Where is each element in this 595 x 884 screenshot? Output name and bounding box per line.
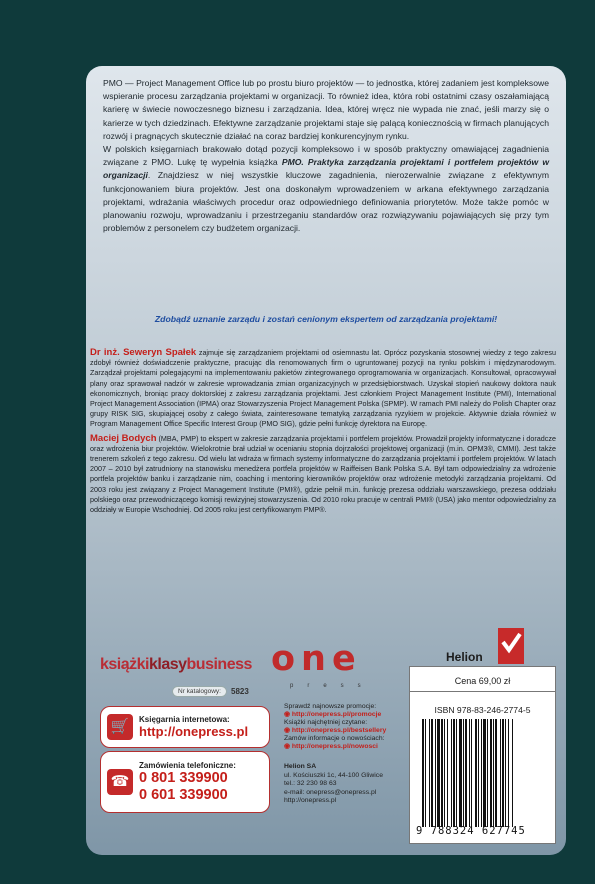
publisher-email: e-mail: onepress@onepress.pl [284,788,377,796]
publisher-links [284,703,386,751]
publisher-address [284,763,383,806]
online-shop-box[interactable] [100,706,270,748]
publisher-street: ul. Kościuszki 1c, 44-100 Gliwice [284,771,383,779]
author-bio-1 [90,348,556,430]
shop-url[interactable]: http://onepress.pl [139,724,249,739]
helion-logo [446,644,530,666]
description-paragraph-2 [103,143,549,235]
barcode [420,719,545,827]
bestseller-link[interactable]: ◉ http://onepress.pl/bestsellery [284,727,387,734]
series-part-1: książki [100,656,149,673]
promo-link[interactable]: ◉ http://onepress.pl/promocje [284,711,382,718]
author-bios [90,348,556,519]
catalog-label: Nr katalogowy: [172,686,227,697]
shop-label: Księgarnia internetowa: [139,715,230,724]
publisher-name: Helion SA [284,763,317,770]
author-bio-2 [90,434,556,516]
author-name-2: Maciej Bodych [90,432,157,444]
publisher-tel: tel.: 32 230 98 63 [284,780,337,787]
phone-icon: ☎ [107,769,133,795]
description-p2-end: . Znajdziesz w niej wszystkie kluczowe zagadnienia, nierozerwalnie związane z efektywnym funkcjonowaniem biura projektów. Jest ona doskonałym wprowadzeniem w arkana efektywnego zarządzania projektami, wdrażania właściwych procedur oraz odpowiedniego definiowania priorytetów. Może także pomóc w planowaniu rozwoju, wprowadzaniu i przestrzeganiu standardów oraz rozwiązywaniu pojawiających się przy tym problemów z personelem czy budżetem organizacji. [103,170,549,234]
phone-number-2: 0 601 339900 [139,786,228,803]
series-part-2: klasy [148,656,187,673]
publisher-logo: one [271,639,362,679]
isbn-text: ISBN 978-83-246-2774-5 [434,705,531,715]
description-p2-start: W polskich księgarniach brakowało dotąd pozycji kompleksowo i w sposób praktyczny omawiającej zagadnienia związane z PMO. Lukę tę wypełnia książka [103,144,549,168]
book-title: PMO. Praktyka zarządzania projektami i portfelem projektów w organizacji [103,157,549,181]
barcode-digits: 9 788324 627745 [416,825,526,837]
phone-number-1: 0 801 339900 [139,769,228,786]
publisher-url: http://onepress.pl [284,797,337,804]
news-label: Zamów informacje o nowościach: [284,735,385,742]
series-part-3: business [186,656,252,673]
price-text: Cena 69,00 zł [410,676,555,692]
description-paragraph-1: PMO — Project Management Office lub po prostu biuro projektów — to jednostka, której zadaniem jest kompleksowe wspieranie procesu zarządzania projektami w organizacji. To również idea, która robi ostatnimi czasy oszałamiającą karierę w świecie nowoczesnego biznesu i zarządzania. Idea, której wręcz nie wypada nie znać, jeśli marzy się o karierze w tych dziedzinach. Efektywne zarządzanie projektami staje się palącą koniecznością w firmach planujących rozwój i pragnących skutecznie działać na coraz bardziej konkurencyjnym rynku. [103,78,549,141]
news-link[interactable]: ◉ http://onepress.pl/nowosci [284,743,378,750]
helion-mark-icon [498,628,524,664]
series-logo [100,656,252,674]
publisher-logo-sub: press [290,683,375,689]
bestseller-label: Książki najchętniej czytane: [284,719,368,726]
promo-label: Sprawdź najnowsze promocje: [284,703,377,710]
catalog-code: 5823 [231,687,249,696]
catalog-number [172,686,249,697]
phone-orders-box [100,751,270,813]
price-barcode-box [409,666,556,844]
book-description [103,77,549,235]
phone-label: Zamówienia telefoniczne: [139,760,236,770]
slogan: Zdobądź uznanie zarządu i zostań cenionym ekspertem od zarządzania projektami! [154,314,498,324]
cart-icon: 🛒 [107,714,133,740]
back-cover-panel [86,66,566,855]
helion-wordmark: Helion [446,650,483,664]
author-text-1: zajmuje się zarządzaniem projektami od osiemnastu lat. Oprócz pozyskania stosownej wiedzy z tego zakresu zdobył również doświadczenie praktyczne, pracując dla renomowanych firm o ugruntowanej pozycji na rynku polskim i międzynarodowym. Zarządzał projektami polegającymi na implementowaniu pakietów zintegrowanego oprogramowania w organizacjach. Konsultował, opracowywał plany oraz sprawował nadzór w zakresie wprowadzania zmian organizacyjnych w przedsiębiorstwach. Uzyskał stopień naukowy doktora nauk ekonomicznych, broniąc pracy doktorskiej z zakresu zarządzania projektami. Jest członkiem Project Management Institute (PMI), International Project Management Association (IPMA) oraz Stowarzyszenia Project Management Polska (SPMP). W ramach PMI należy do Polish Chapter oraz grupy RISK SIG, skupiającej osoby z całego świata, zainteresowane tematyką zarządzania ryzykiem w projekcie. Aktywnie działa również w Program Management Office Specific Interest Group (PMO SIG), gdzie pełni funkcję dyrektora na Europę. [90,348,557,429]
author-text-2: (MBA, PMP) to ekspert w zakresie zarządzania projektami i portfelem projektów. Prowadził projekty informatyczne i doradcze oraz wdrożenia biur projektów. Wielokrotnie brał udział w ocenianiu stopnia dojrzałości projektowej organizacji (m.in. OPM3®, CMMI). Jest także trenerem szkoleń z tego zakresu. Od wielu lat wdraża w firmach systemy informatyczne do zarządzania projektami i portfelem projektów. W latach 2007 – 2010 był zatrudniony na stanowisku menedżera portfela projektów w Raiffeisen Bank Polska S.A. Był tam odpowiedzialny za wdrożenie portfela projektów banku i zarządzanie nim, coaching i mentoring kierowników projektów oraz wdrożenie metodyki zarządzania projektami. Od 2003 roku jest związany z Project Management Institute (PMI®), gdzie pełnił m.in. funkcję prezesa oddziału warszawskiego, prezesa oddziału polskiego oraz przewodniczącego komisji rewizyjnej stowarzyszenia. Od 2010 roku pracuje w centrali PMI® (USA) jako mentor odpowiedzialny za oddziały w Europie Wschodniej. Od 2005 roku jest certyfikowanym PMP®. [90,433,556,515]
author-name-1: Dr inż. Seweryn Spałek [90,347,197,358]
